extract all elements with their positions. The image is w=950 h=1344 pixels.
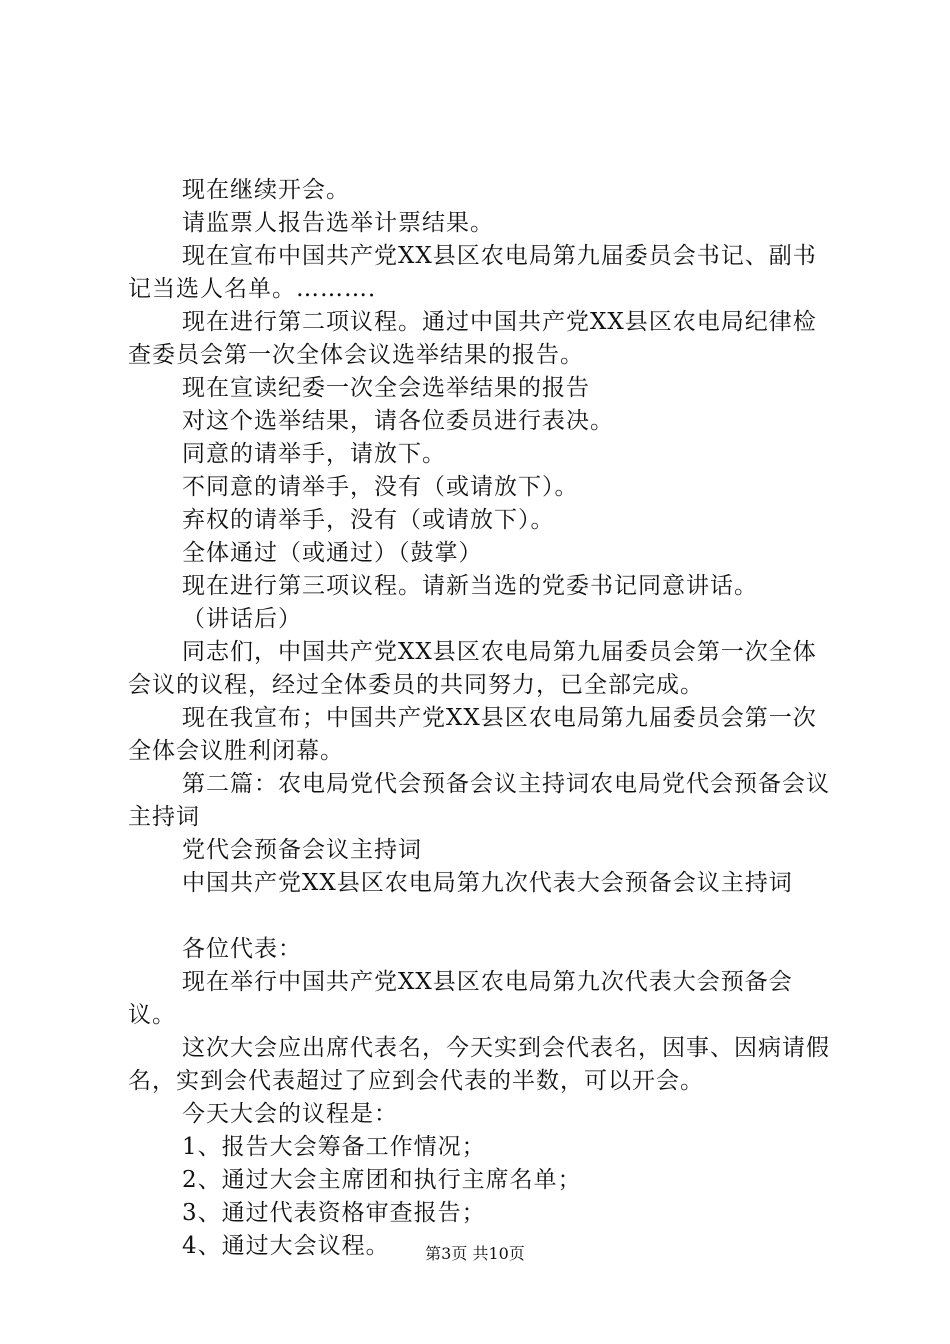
paragraph: 现在宣读纪委一次全会选举结果的报告 — [182, 375, 590, 401]
list-item: 1、报告大会筹备工作情况； — [182, 1134, 486, 1160]
paragraph: 现在进行第三项议程。请新当选的党委书记同意讲话。 — [182, 573, 758, 599]
list-item: 2、通过大会主席团和执行主席名单； — [182, 1167, 582, 1193]
paragraph: 现在我宣布；中国共产党XX县区农电局第九届委员会第一次全体会议胜利闭幕。 — [128, 705, 817, 764]
paragraph: 现在宣布中国共产党XX县区农电局第九届委员会书记、副书记当选人名单。………． — [128, 243, 817, 302]
document-body — [128, 174, 832, 1263]
paragraph: 全体通过（或通过）（鼓掌） — [182, 540, 483, 566]
page-number-footer: 第3页 共10页 — [425, 1244, 525, 1263]
paragraph: 同意的请举手，请放下。 — [182, 441, 446, 467]
paragraph: 现在举行中国共产党XX县区农电局第九次代表大会预备会议。 — [128, 969, 793, 1028]
paragraph: 今天大会的议程是： — [182, 1101, 398, 1127]
paragraph: 这次大会应出席代表名，今天实到会代表名，因事、因病请假名，实到会代表超过了应到会代表的半数，可以开会。 — [128, 1035, 830, 1094]
list-item: 4、通过大会议程。 — [182, 1233, 390, 1259]
paragraph: 现在继续开会。 — [182, 177, 350, 203]
paragraph: 对这个选举结果，请各位委员进行表决。 — [182, 408, 614, 434]
paragraph: 同志们，中国共产党XX县区农电局第九届委员会第一次全体会议的议程，经过全体委员的共同努力，已全部完成。 — [128, 639, 817, 698]
paragraph: 请监票人报告选举计票结果。 — [182, 210, 494, 236]
list-item: 3、通过代表资格审查报告； — [182, 1200, 486, 1226]
paragraph: 现在进行第二项议程。通过中国共产党XX县区农电局纪律检查委员会第一次全体会议选举结果的报告。 — [128, 309, 817, 368]
paragraph: 党代会预备会议主持词 — [182, 837, 422, 863]
section-heading: 第二篇：农电局党代会预备会议主持词农电局党代会预备会议主持词 — [128, 771, 830, 830]
paragraph: （讲话后） — [182, 606, 302, 632]
paragraph: 中国共产党XX县区农电局第九次代表大会预备会议主持词 — [182, 870, 793, 896]
paragraph: 各位代表： — [182, 936, 302, 962]
paragraph: 不同意的请举手，没有（或请放下）。 — [182, 474, 579, 500]
paragraph: 弃权的请举手，没有（或请放下）。 — [182, 507, 555, 533]
blank-line — [128, 900, 832, 933]
